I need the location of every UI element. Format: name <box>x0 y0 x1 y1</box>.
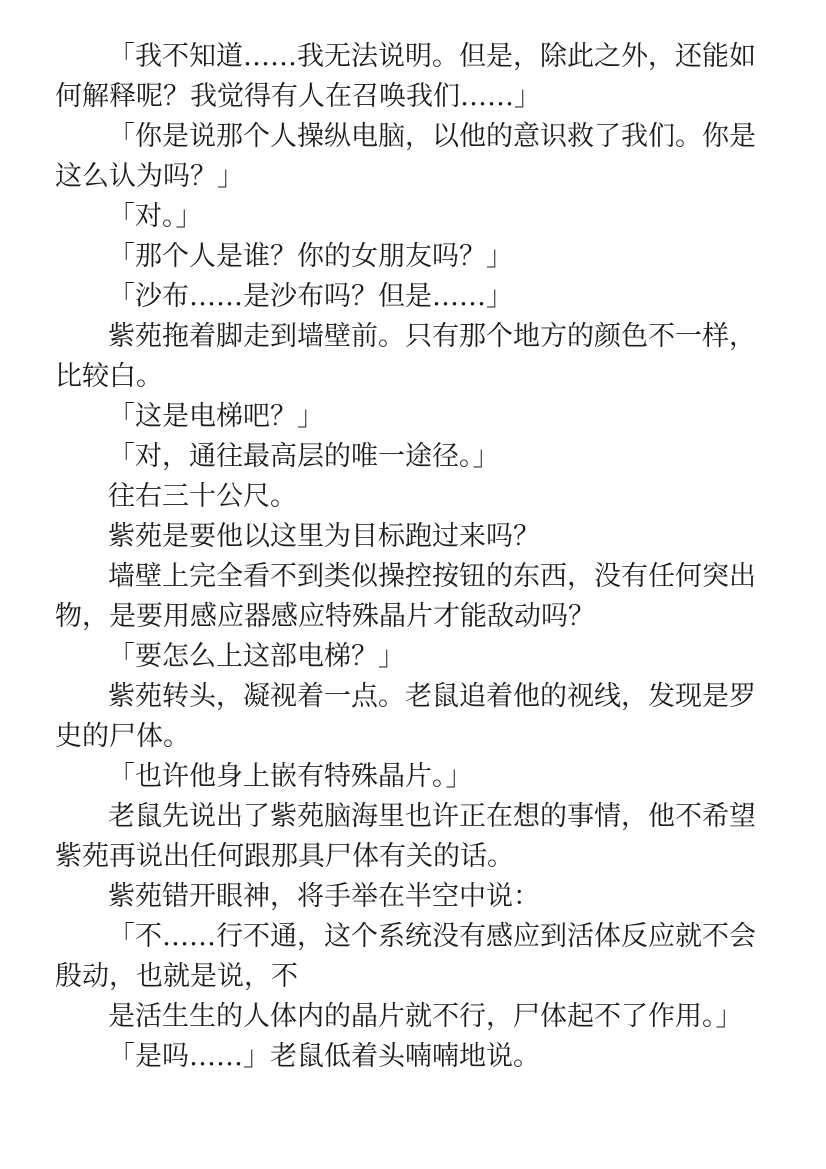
text-line: 比较白。 <box>55 361 163 392</box>
text-line: 「要怎么上这部电梯？」 <box>108 641 405 672</box>
text-line: 紫苑错开眼神，将手举在半空中说： <box>108 881 540 912</box>
text-line: 「我不知道……我无法说明。但是，除此之外，还能如 <box>108 41 756 72</box>
text-line: 物，是要用感应器感应特殊晶片才能敌动吗？ <box>55 601 595 632</box>
text-line: 殷动，也就是说，不 <box>55 961 298 992</box>
text-line: 「那个人是谁？你的女朋友吗？」 <box>108 241 513 272</box>
text-line: 「沙布……是沙布吗？但是……」 <box>108 281 513 312</box>
text-line: 「这是电梯吧？」 <box>108 401 324 432</box>
text-line: 是活生生的人体内的晶片就不行，尸体起不了作用。」 <box>108 1001 743 1032</box>
text-line: 墙壁上完全看不到类似操控按钮的东西，没有任何突出 <box>108 561 756 592</box>
text-line: 「不……行不通，这个系统没有感应到活体反应就不会 <box>108 921 756 952</box>
text-line: 「对。」 <box>108 201 203 232</box>
text-line: 紫苑是要他以这里为目标跑过来吗？ <box>108 521 540 552</box>
text-line: 紫苑拖着脚走到墙壁前。只有那个地方的颜色不一样， <box>108 321 756 352</box>
text-line: 往右三十公尺。 <box>108 481 297 512</box>
text-line: 「你是说那个人操纵电脑，以他的意识救了我们。你是 <box>108 121 756 152</box>
text-line: 史的尸体。 <box>55 721 190 752</box>
text-line: 「也许他身上嵌有特殊晶片。」 <box>108 761 473 792</box>
text-line: 何解释呢？我觉得有人在召唤我们……」 <box>55 81 541 112</box>
text-line: 「对，通往最高层的唯一途径。」 <box>108 441 500 472</box>
text-line: 这么认为吗？」 <box>55 161 244 192</box>
text-line: 「是吗……」老鼠低着头喃喃地说。 <box>108 1041 540 1072</box>
text-line: 老鼠先说出了紫苑脑海里也许正在想的事情，他不希望 <box>108 801 756 832</box>
text-line: 紫苑转头，凝视着一点。老鼠追着他的视线，发现是罗 <box>108 681 756 712</box>
text-line: 紫苑再说出任何跟那具尸体有关的话。 <box>55 841 514 872</box>
